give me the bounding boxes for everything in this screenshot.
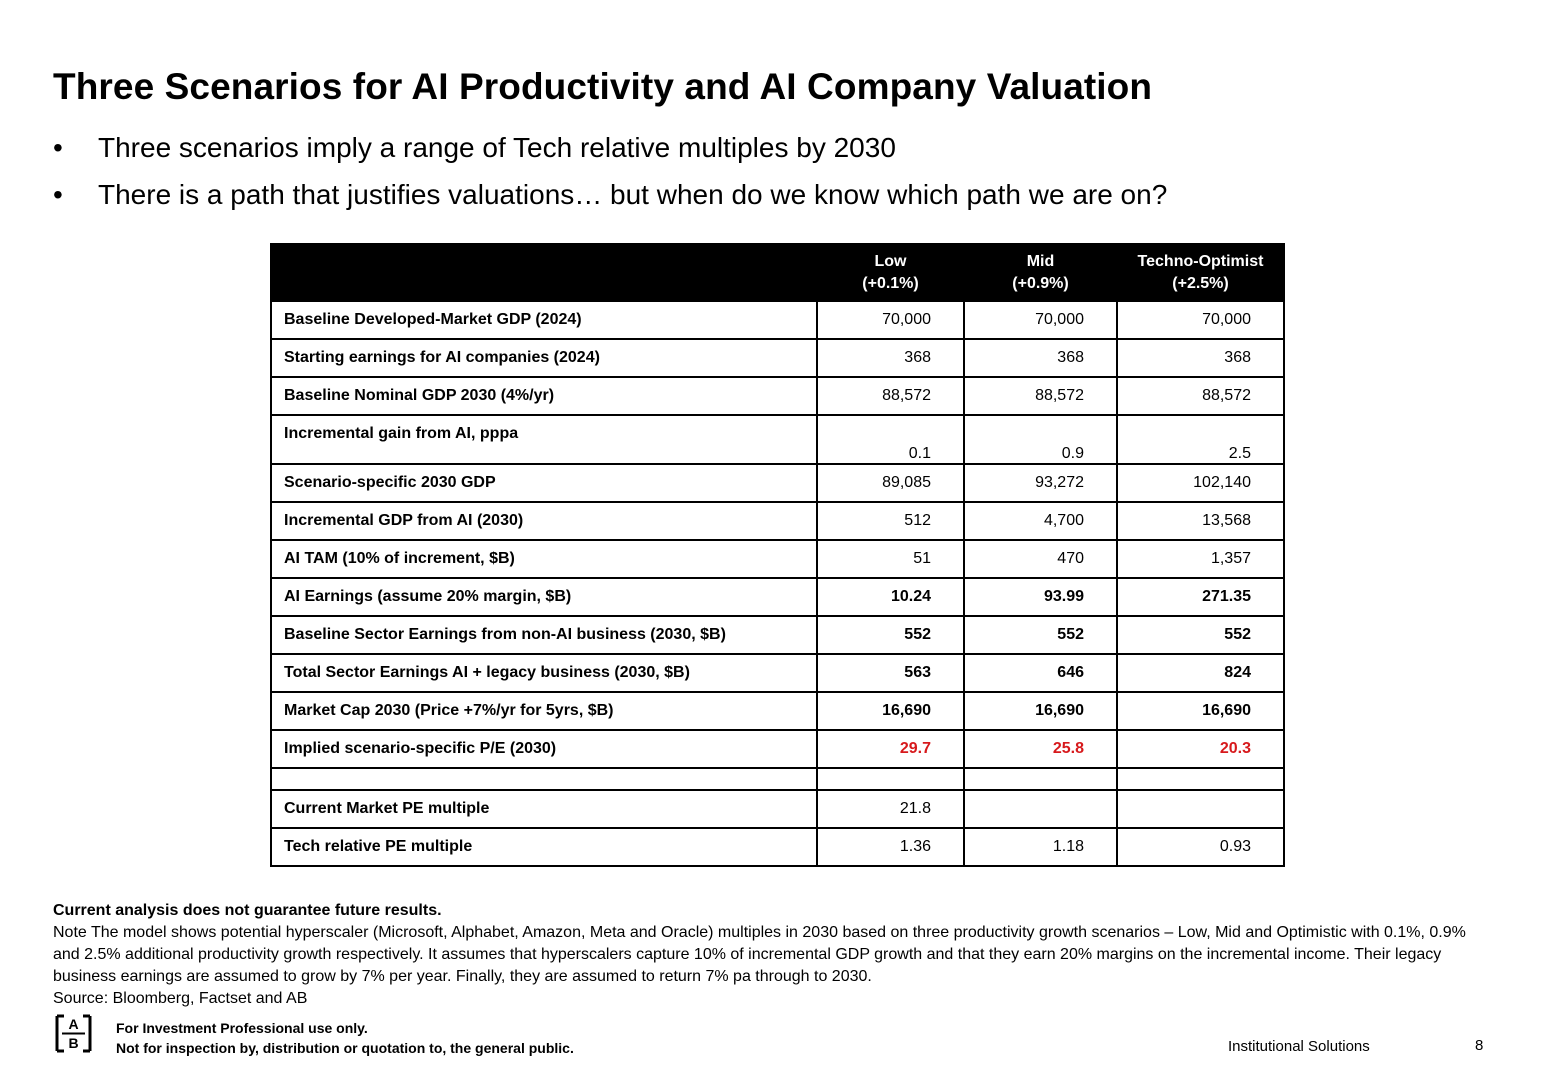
header-mid: Mid (+0.9%) — [964, 244, 1117, 301]
disclaimer: Current analysis does not guarantee future results. — [53, 902, 442, 919]
table-row — [271, 377, 1284, 415]
row-label: AI Earnings (assume 20% margin, $B) — [271, 578, 817, 616]
row-label: Current Market PE multiple — [271, 790, 817, 828]
value-mid: 88,572 — [964, 377, 1117, 415]
value-low: 89,085 — [817, 464, 964, 502]
table-header-row — [271, 244, 1284, 301]
bullet-text: There is a path that justifies valuations… but when do we know which path we are on? — [98, 179, 1168, 210]
value-low: 0.1 — [817, 415, 964, 464]
value-optimist: 20.3 — [1117, 730, 1284, 768]
value-optimist: 70,000 — [1117, 301, 1284, 339]
row-label: Baseline Sector Earnings from non-AI business (2030, $B) — [271, 616, 817, 654]
value-mid: 0.9 — [964, 415, 1117, 464]
value-mid — [964, 790, 1117, 828]
page-number: 8 — [1475, 1037, 1484, 1054]
table-row — [271, 415, 1284, 464]
value-optimist: 1,357 — [1117, 540, 1284, 578]
row-label: Market Cap 2030 (Price +7%/yr for 5yrs, $B) — [271, 692, 817, 730]
ab-logo-icon — [53, 1013, 94, 1054]
value-optimist — [1117, 790, 1284, 828]
row-label: Implied scenario-specific P/E (2030) — [271, 730, 817, 768]
bullet-text: Three scenarios imply a range of Tech relative multiples by 2030 — [98, 132, 896, 163]
table-row — [271, 616, 1284, 654]
table-row — [271, 828, 1284, 866]
value-mid: 4,700 — [964, 502, 1117, 540]
bullet-dot: • — [53, 179, 63, 210]
value-optimist: 88,572 — [1117, 377, 1284, 415]
table-row — [271, 654, 1284, 692]
footer-line-1: For Investment Professional use only. — [116, 1020, 368, 1036]
value-mid: 93,272 — [964, 464, 1117, 502]
empty-cell — [817, 768, 964, 790]
footer-disclaimer — [116, 1018, 574, 1058]
table-row — [271, 730, 1284, 768]
footer-line-2: Not for inspection by, distribution or quotation to, the general public. — [116, 1040, 574, 1056]
value-low: 552 — [817, 616, 964, 654]
value-mid: 93.99 — [964, 578, 1117, 616]
methodology-note: Note The model shows potential hyperscaler (Microsoft, Alphabet, Amazon, Meta and Oracle) multiples in 2030 based on three productivity growth scenarios – Low, Mid and Optimistic with 0.1%, 0.9% and 2.5% additional productivity growth respectively. It assumes that hyperscalers capture 10% of incremental GDP growth and that they earn 20% margins on the incremental income. Their legacy business earnings are assumed to grow by 7% per year. Finally, they are assumed to return 7% pa through to 2030. — [53, 924, 1466, 985]
slide-title: Three Scenarios for AI Productivity and AI Company Valuation — [53, 66, 1153, 107]
source-note: Source: Bloomberg, Factset and AB — [53, 990, 308, 1007]
footnotes — [53, 900, 1493, 1010]
value-optimist: 102,140 — [1117, 464, 1284, 502]
header-label-cell — [271, 244, 817, 301]
value-mid: 25.8 — [964, 730, 1117, 768]
value-low: 16,690 — [817, 692, 964, 730]
value-mid: 70,000 — [964, 301, 1117, 339]
division-name: Institutional Solutions — [1228, 1038, 1370, 1055]
value-optimist: 13,568 — [1117, 502, 1284, 540]
value-mid: 368 — [964, 339, 1117, 377]
value-low: 1.36 — [817, 828, 964, 866]
value-low: 51 — [817, 540, 964, 578]
row-label: Starting earnings for AI companies (2024) — [271, 339, 817, 377]
value-low: 70,000 — [817, 301, 964, 339]
table-row — [271, 464, 1284, 502]
value-low: 10.24 — [817, 578, 964, 616]
value-low: 29.7 — [817, 730, 964, 768]
logo-letter-b: B — [68, 1035, 79, 1051]
value-optimist: 16,690 — [1117, 692, 1284, 730]
table-spacer-row — [271, 768, 1284, 790]
value-mid: 552 — [964, 616, 1117, 654]
table-row — [271, 692, 1284, 730]
scenario-table — [270, 243, 1285, 867]
table-row — [271, 540, 1284, 578]
value-mid: 16,690 — [964, 692, 1117, 730]
row-label: Incremental GDP from AI (2030) — [271, 502, 817, 540]
value-optimist: 2.5 — [1117, 415, 1284, 464]
table-row — [271, 790, 1284, 828]
value-low: 88,572 — [817, 377, 964, 415]
bullet-dot: • — [53, 132, 63, 163]
value-optimist: 368 — [1117, 339, 1284, 377]
table-row — [271, 578, 1284, 616]
value-low: 512 — [817, 502, 964, 540]
value-mid: 470 — [964, 540, 1117, 578]
value-low: 368 — [817, 339, 964, 377]
row-label: Incremental gain from AI, pppa — [271, 415, 817, 464]
value-low: 21.8 — [817, 790, 964, 828]
value-optimist: 0.93 — [1117, 828, 1284, 866]
value-low: 563 — [817, 654, 964, 692]
table-row — [271, 502, 1284, 540]
empty-cell — [964, 768, 1117, 790]
logo-letter-a: A — [68, 1016, 79, 1032]
row-label: Total Sector Earnings AI + legacy business (2030, $B) — [271, 654, 817, 692]
value-mid: 646 — [964, 654, 1117, 692]
empty-cell — [271, 768, 817, 790]
row-label: Tech relative PE multiple — [271, 828, 817, 866]
row-label: AI TAM (10% of increment, $B) — [271, 540, 817, 578]
value-optimist: 552 — [1117, 616, 1284, 654]
row-label: Scenario-specific 2030 GDP — [271, 464, 817, 502]
empty-cell — [1117, 768, 1284, 790]
header-techno-optimist: Techno-Optimist (+2.5%) — [1117, 244, 1284, 301]
row-label: Baseline Nominal GDP 2030 (4%/yr) — [271, 377, 817, 415]
header-low: Low (+0.1%) — [817, 244, 964, 301]
value-optimist: 824 — [1117, 654, 1284, 692]
value-mid: 1.18 — [964, 828, 1117, 866]
row-label: Baseline Developed-Market GDP (2024) — [271, 301, 817, 339]
value-optimist: 271.35 — [1117, 578, 1284, 616]
table-row — [271, 301, 1284, 339]
table-row — [271, 339, 1284, 377]
